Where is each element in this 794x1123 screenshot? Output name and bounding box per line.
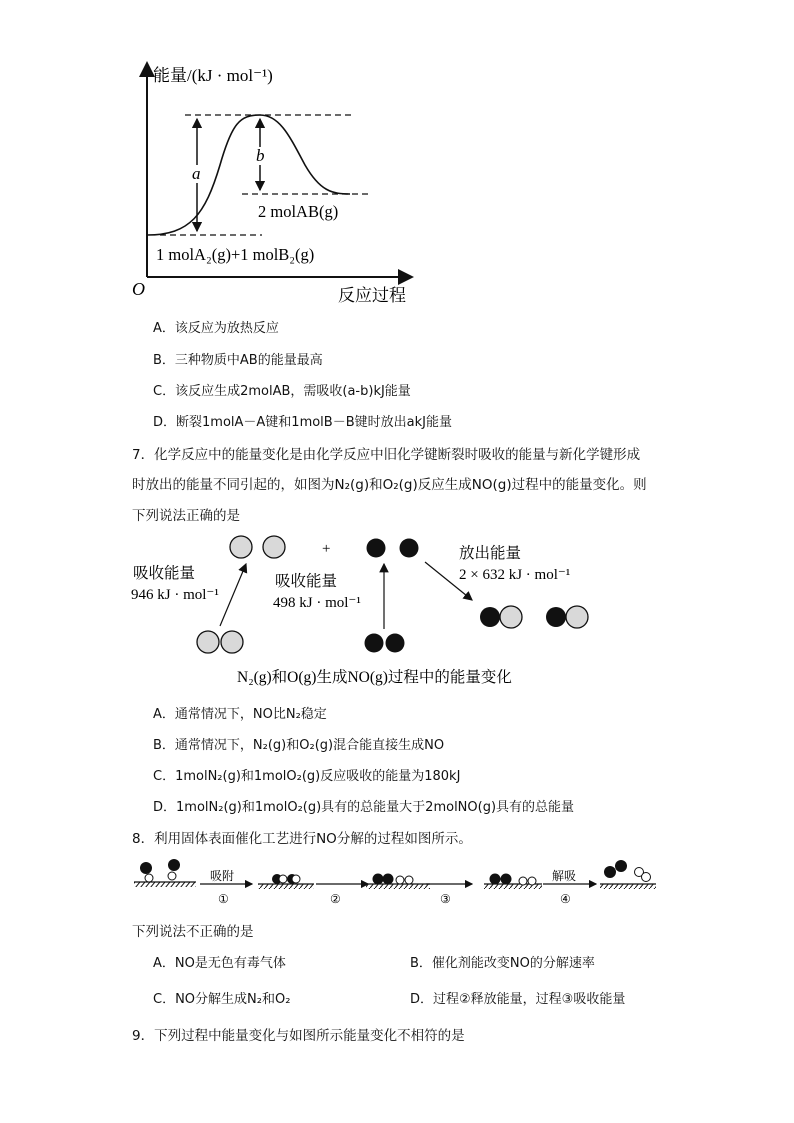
absorb2-label: 吸收能量 bbox=[275, 572, 338, 590]
q8-option-c: C．NO分解生成N₂和O₂ bbox=[153, 992, 291, 1007]
q7-stem-line2: 时放出的能量不同引起的，如图为N₂(g)和O₂(g)反应生成NO(g)过程中的能量变化。则 bbox=[132, 477, 647, 493]
absorb1-label: 吸收能量 bbox=[133, 564, 196, 582]
catalysis-process-diagram bbox=[130, 852, 670, 908]
o-atom bbox=[367, 539, 386, 558]
o-atom bbox=[168, 872, 176, 880]
o-atom bbox=[145, 874, 153, 882]
step2-num: ② bbox=[330, 892, 341, 906]
n2-break-arrow bbox=[220, 564, 246, 626]
q8-option-b: B．催化剂能改变NO的分解速率 bbox=[410, 956, 595, 971]
q7-option-c: C．1molN₂(g)和1molO₂(g)反应吸收的能量为180kJ bbox=[153, 769, 461, 784]
q7-option-b: B．通常情况下，N₂(g)和O₂(g)混合能直接生成NO bbox=[153, 738, 445, 753]
stage3-surface bbox=[366, 884, 430, 889]
release-value: 2 × 632 kJ · mol⁻¹ bbox=[459, 567, 571, 583]
q6-option-b: B．三种物质中AB的能量最高 bbox=[153, 353, 323, 368]
absorb2-value: 498 kJ · mol⁻¹ bbox=[273, 595, 361, 611]
q7-option-d: D．1molN₂(g)和1molO₂(g)具有的总能量大于2molNO(g)具有的总能量 bbox=[153, 800, 575, 815]
q8-option-d: D．过程②释放能量，过程③吸收能量 bbox=[410, 992, 626, 1007]
b-label: b bbox=[256, 146, 265, 165]
step3-num: ③ bbox=[440, 892, 451, 906]
no-molecule bbox=[480, 607, 500, 627]
product-label: 2 molAB(g) bbox=[258, 202, 339, 221]
q8-question: 下列说法不正确的是 bbox=[132, 924, 254, 940]
q6-option-c: C．该反应生成2molAB，需吸收(a-b)kJ能量 bbox=[153, 384, 411, 399]
q8-stem: 8．利用固体表面催化工艺进行NO分解的过程如图所示。 bbox=[132, 831, 472, 847]
n-atom bbox=[263, 536, 285, 558]
release-label: 放出能量 bbox=[459, 544, 522, 562]
plus-sign: + bbox=[322, 541, 331, 557]
reactant-label: 1 molA₂(g)+1 molB₂(g) bbox=[156, 245, 315, 264]
stage1-surface bbox=[134, 882, 196, 887]
fig2-caption: N₂(g)和O(g)生成NO(g)过程中的能量变化 bbox=[237, 669, 512, 686]
q6-option-a: A．该反应为放热反应 bbox=[153, 321, 279, 336]
n2-molecule bbox=[197, 631, 219, 653]
q7-stem-line3: 下列说法正确的是 bbox=[132, 508, 240, 524]
n2-molecule bbox=[604, 866, 616, 878]
energy-diagram bbox=[120, 55, 440, 310]
n-atom bbox=[230, 536, 252, 558]
x-axis-label: 反应过程 bbox=[338, 286, 406, 306]
q8-option-a: A．NO是无色有毒气体 bbox=[153, 956, 286, 971]
step4-num: ④ bbox=[560, 892, 571, 906]
step1-label: 吸附 bbox=[210, 869, 235, 883]
o-atom bbox=[400, 539, 419, 558]
absorb1-value: 946 kJ · mol⁻¹ bbox=[131, 587, 219, 603]
o2-molecule bbox=[365, 634, 384, 653]
a-label: a bbox=[192, 164, 201, 183]
stage2-surface bbox=[258, 884, 314, 889]
q6-option-d: D．断裂1molA－A键和1molB－B键时放出akJ能量 bbox=[153, 415, 452, 430]
step1-num: ① bbox=[218, 892, 229, 906]
q9-stem: 9．下列过程中能量变化与如图所示能量变化不相符的是 bbox=[132, 1028, 465, 1044]
n-atom bbox=[140, 862, 152, 874]
q7-stem-line1: 7．化学反应中的能量变化是由化学反应中旧化学键断裂时吸收的能量与新化学键形成 bbox=[132, 447, 641, 463]
y-axis-label: 能量/(kJ · mol⁻¹) bbox=[153, 66, 273, 85]
origin-label: O bbox=[132, 279, 145, 299]
step4-label: 解吸 bbox=[552, 869, 577, 883]
no-molecule bbox=[546, 607, 566, 627]
stage5-surface bbox=[600, 884, 656, 889]
bond-energy-diagram bbox=[125, 530, 605, 692]
n-atom bbox=[168, 859, 180, 871]
q7-option-a: A．通常情况下，NO比N₂稳定 bbox=[153, 707, 327, 722]
